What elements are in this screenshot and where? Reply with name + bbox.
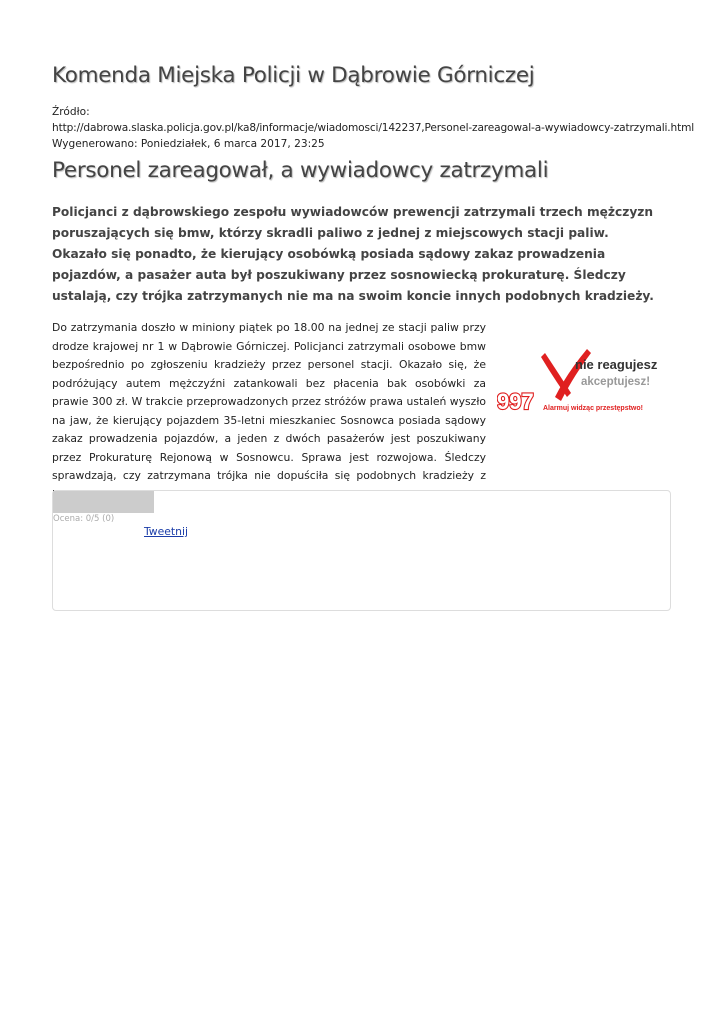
source-label: Źródło: [52,106,90,118]
rating-panel [52,490,671,611]
campaign-badge-image [497,337,663,447]
badge-tagline: Alarmuj widząc przestępstwo! [543,405,643,413]
badge-line1: nie reagujesz [575,357,658,373]
article-content [52,319,672,504]
tweet-link[interactable]: Tweetnij [144,525,188,538]
badge-number: 997 [497,389,534,415]
rating-score: Ocena: 0/5 (0) [53,514,115,524]
source-url: http://dabrowa.slaska.policja.gov.pl/ka8/informacje/wiadomosci/142237,Personel-zareagowal-a-wywiadowcy-zatrzymali.html [52,122,695,134]
article-title: Personel zareagował, a wywiadowcy zatrzymali [52,158,549,183]
rating-stars-bar[interactable] [53,491,154,513]
page [52,58,695,504]
badge-line2: akceptujesz! [581,376,651,389]
generated-date: Wygenerowano: Poniedziałek, 6 marca 2017, 23:25 [52,138,325,150]
source-meta [52,104,695,152]
site-title: Komenda Miejska Policji w Dąbrowie Górniczej [52,63,535,88]
article-body: Do zatrzymania doszło w miniony piątek po 18.00 na jednej ze stacji paliw przy drodze krajowej nr 1 w Dąbrowie Górniczej. Policjanci zatrzymali osobowe bmw bezpośrednio po zgłoszeniu kradzieży przez personel stacji. Okazało się, że podróżujący autem mężczyźni zatankowali bez płacenia bak osobówki za prawie 300 zł. W trakcie przeprowadzonych przez stróżów prawa ustaleń wyszło na jaw, że kierujący pojazdem 35-letni mieszkaniec Sosnowca posiada sądowy zakaz prowadzenia pojazdów, a jeden z dwóch pasażerów jest poszukiwany przez Prokuraturę Rejonową w Sosnowcu. Sprawa jest rozwojowa. Śledczy sprawdzają, czy zatrzymana trójka nie dopuściła się podobnych kradzieży z [52,321,486,483]
article-lead: Policjanci z dąbrowskiego zespołu wywiadowców prewencji zatrzymali trzech mężczyzn poruszających się bmw, którzy skradli paliwo z jednej z miejscowych stacji paliw. Okazało się ponadto, że kierujący osobówką posiada sądowy zakaz prowadzenia pojazdów, a pasażer auta był poszukiwany przez sosnowiecką prokuraturę. Śledczy ustalają, czy trójka zatrzymanych nie ma na swoim koncie innych podobnych kradzieży. [52,205,654,303]
